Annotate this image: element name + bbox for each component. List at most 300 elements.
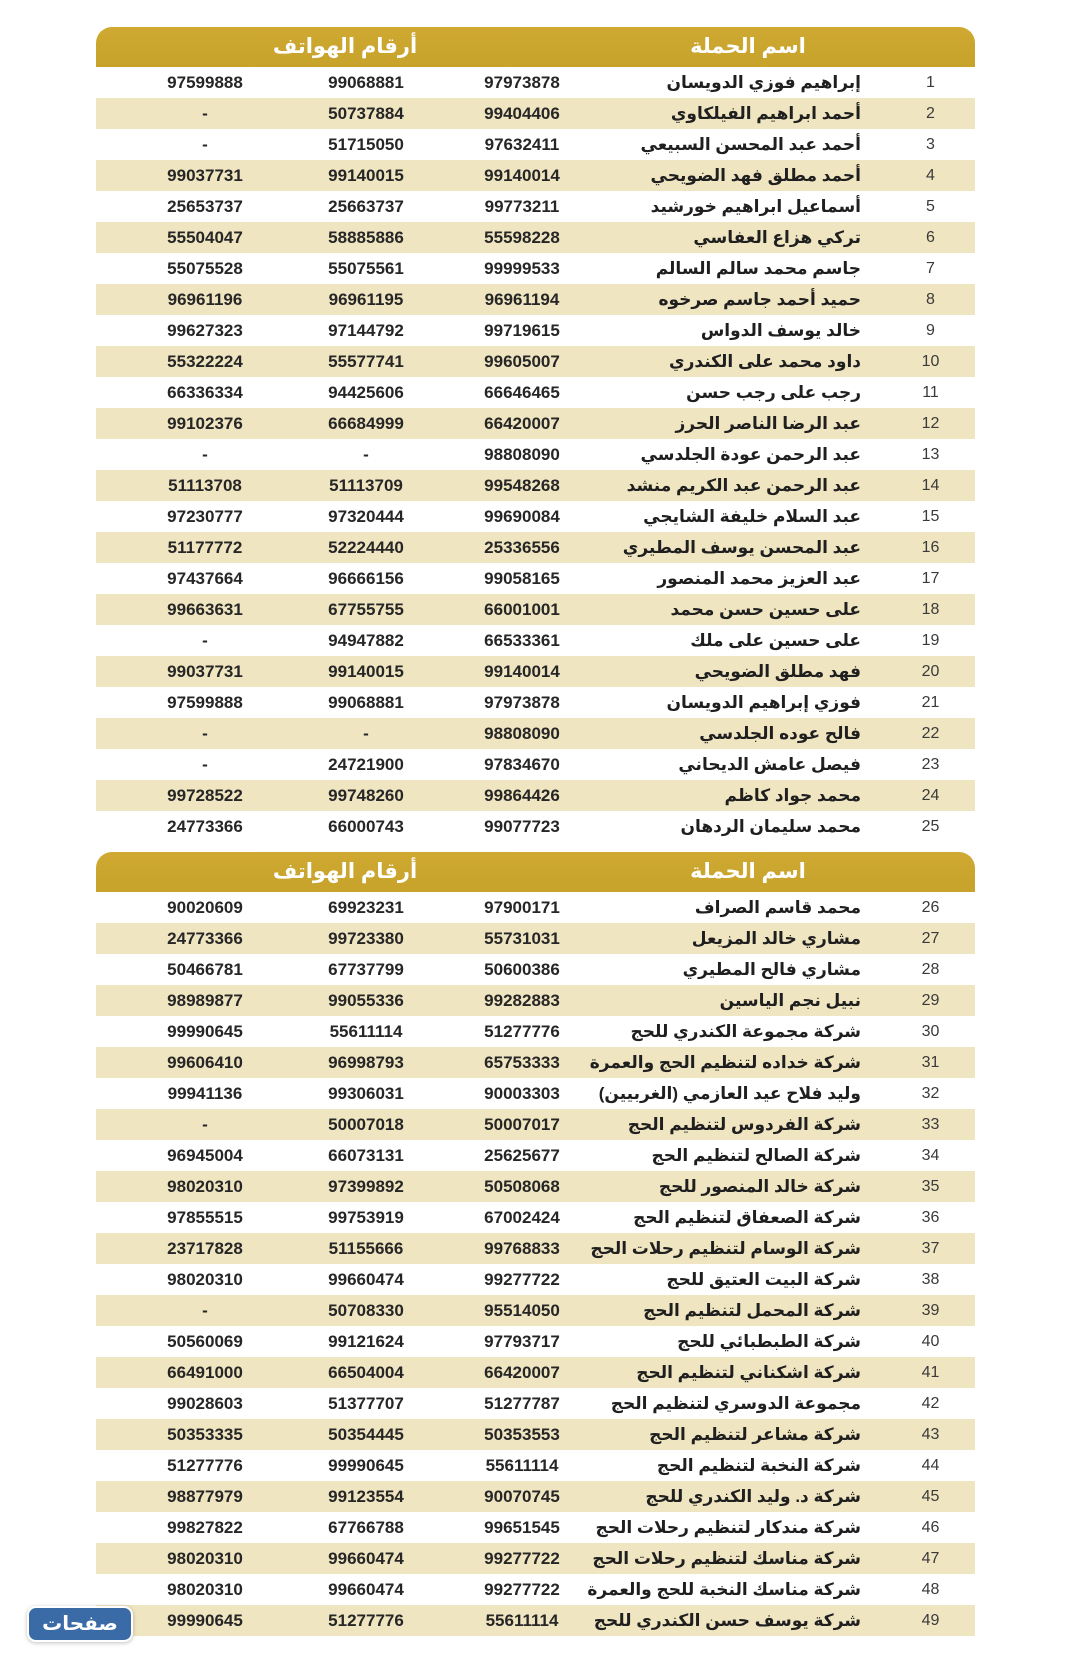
phone-number-right: 55611114 [485,1610,559,1630]
table-row [96,1264,975,1295]
phone-number-right: 25336556 [484,537,560,557]
phone-number-middle: 99723380 [328,928,404,948]
table-row [96,222,975,253]
campaign-name: عبد الرحمن عبد الكريم منشد [626,475,861,495]
section-2-rows [96,892,975,1636]
row-number: 9 [926,321,935,339]
campaign-name: أحمد ابراهيم الفيلكاوي [670,103,861,123]
table-row [96,594,975,625]
phone-number-right: 99140014 [484,165,560,185]
row-number: 47 [921,1549,940,1567]
row-number: 8 [926,290,935,308]
phone-number-left: 96961196 [167,289,243,309]
table-row [96,501,975,532]
row-number: 23 [921,755,940,773]
phone-number-left: 99827822 [167,1517,243,1537]
row-number: 15 [921,507,940,525]
phone-number-left: 99037731 [167,661,243,681]
phone-number-left: 55504047 [167,227,243,247]
campaign-name: حميد أحمد جاسم صرخوه [658,289,861,309]
phone-number-right: 99282883 [484,990,560,1010]
phone-number-middle: 51113709 [329,475,403,495]
campaign-name: شركة خداده لتنظيم الحج والعمرة [589,1052,861,1072]
phone-number-middle: 96666156 [328,568,404,588]
row-number: 5 [926,197,935,215]
phone-number-middle: 99055336 [328,990,404,1010]
phone-number-middle: 99123554 [328,1486,404,1506]
table-row [96,1419,975,1450]
phone-number-right: 97834670 [484,754,560,774]
phone-number-middle: 66684999 [328,413,404,433]
table-row [96,1233,975,1264]
campaign-name: شركة مناسك لتنظيم رحلات الحج [592,1548,861,1568]
section-2-header [96,852,975,892]
phone-number-left: 99990645 [167,1610,243,1630]
phone-number-middle: 51377707 [328,1393,404,1413]
phone-number-right: 50353553 [484,1424,560,1444]
phone-number-middle: 99660474 [328,1548,404,1568]
table-row [96,1605,975,1636]
phone-number-left: 23717828 [167,1238,243,1258]
row-number: 2 [926,104,935,122]
row-number: 29 [921,991,940,1009]
phone-number-middle: 99068881 [328,692,404,712]
campaign-name: عبد السلام خليفة الشايجي [643,506,861,526]
campaign-name: شركة د. وليد الكندري للحج [645,1486,861,1506]
campaign-name: شركة يوسف حسن الكندري للحج [593,1610,861,1630]
phone-number-right: 99999533 [484,258,560,278]
phone-number-left: 25653737 [167,196,243,216]
campaign-name: شركة الصعفاق لتنظيم الحج [633,1207,861,1227]
campaign-name: عبد الرضا الناصر الحرز [675,413,861,433]
table-row [96,1574,975,1605]
campaign-name-column-header: اسم الحملة [690,35,806,58]
campaign-name: نبيل نجم الياسين [719,990,861,1010]
phone-number-left: 51113708 [168,475,242,495]
campaign-name: شركة مندكار لتنظيم رحلات الحج [595,1517,861,1537]
table-row [96,129,975,160]
phones-column-header: أرقام الهواتف [272,860,418,883]
phone-number-right: 97900171 [484,897,560,917]
phone-number-middle: 50737884 [328,103,404,123]
phone-number-left: 66491000 [167,1362,243,1382]
campaign-name: وليد فلاح عيد العازمي (الغربيين) [598,1083,861,1103]
phone-number-left: - [202,444,208,464]
row-number: 6 [926,228,935,246]
phone-number-right: 97793717 [484,1331,560,1351]
safahat-watermark-logo: صفحات [27,1606,133,1642]
table-row [96,439,975,470]
phone-number-middle: 99753919 [328,1207,404,1227]
phone-number-left: 99028603 [167,1393,243,1413]
campaign-name: شركة خالد المنصور للحج [658,1176,861,1196]
phone-number-middle: 25663737 [328,196,404,216]
campaign-name: أحمد مطلق فهد الضويحي [650,165,861,185]
table-row [96,892,975,923]
phone-number-right: 25625677 [484,1145,560,1165]
phone-number-middle: 50007018 [328,1114,404,1134]
phone-number-left: 98020310 [167,1579,243,1599]
phone-number-right: 65753333 [484,1052,560,1072]
phone-number-right: 96961194 [484,289,560,309]
campaign-name: خالد يوسف الدواس [700,320,861,340]
table-row [96,656,975,687]
phone-number-middle: 99660474 [328,1579,404,1599]
table-section-2 [96,852,975,1636]
campaign-name: رجب على رجب حسن [686,382,861,402]
table-row [96,954,975,985]
row-number: 28 [921,960,940,978]
phone-number-middle: 99068881 [328,72,404,92]
campaign-name: شركة مشاعر لتنظيم الحج [649,1424,861,1444]
phone-number-middle: 51715050 [328,134,404,154]
table-row [96,985,975,1016]
phone-number-right: 99773211 [484,196,560,216]
phone-number-middle: 67737799 [328,959,404,979]
phone-number-left: 66336334 [167,382,243,402]
phone-number-right: 98808090 [484,444,560,464]
campaign-name: شركة الطبطبائي للحج [677,1331,861,1351]
campaign-name-column-header: اسم الحملة [690,860,806,883]
row-number: 32 [921,1084,940,1102]
phone-number-right: 95514050 [484,1300,560,1320]
table-row [96,1047,975,1078]
table-row [96,1481,975,1512]
phone-number-right: 51277776 [484,1021,560,1041]
phone-number-left: 96945004 [167,1145,243,1165]
phone-number-right: 66646465 [484,382,560,402]
row-number: 42 [921,1394,940,1412]
phone-number-right: 99690084 [484,506,560,526]
phone-number-middle: 51277776 [328,1610,404,1630]
phone-number-left: 99102376 [167,413,243,433]
phone-number-middle: 55075561 [328,258,404,278]
phone-number-left: 50560069 [167,1331,243,1351]
campaign-name: شركة الصالح لتنظيم الحج [651,1145,861,1165]
phone-number-left: 98989877 [167,990,243,1010]
table-row [96,532,975,563]
table-row [96,67,975,98]
phone-number-left: 98020310 [167,1176,243,1196]
campaign-name: شركة اشكناني لتنظيم الحج [636,1362,861,1382]
phone-number-left: - [202,1300,208,1320]
phone-number-middle: 97399892 [328,1176,404,1196]
phone-number-left: 97437664 [167,568,243,588]
phone-number-right: 90070745 [484,1486,560,1506]
table-row [96,749,975,780]
phone-number-right: 99719615 [484,320,560,340]
phone-number-right: 99548268 [484,475,560,495]
phone-number-middle: 99121624 [328,1331,404,1351]
table-row [96,253,975,284]
phone-number-right: 99140014 [484,661,560,681]
phone-number-right: 99277722 [484,1548,560,1568]
campaign-name: داود محمد على الكندري [669,351,861,371]
phone-number-right: 50508068 [484,1176,560,1196]
phone-number-middle: 99140015 [328,165,404,185]
phone-number-left: - [202,754,208,774]
row-number: 19 [921,631,940,649]
phone-number-middle: 94425606 [328,382,404,402]
row-number: 3 [926,135,935,153]
campaign-name: مشاري فالح المطيري [682,959,861,979]
phone-number-middle: 67755755 [328,599,404,619]
phone-number-left: 99728522 [167,785,243,805]
phone-number-left: 99941136 [167,1083,243,1103]
phone-number-right: 55731031 [484,928,560,948]
row-number: 36 [921,1208,940,1226]
row-number: 35 [921,1177,940,1195]
table-row [96,1295,975,1326]
phone-number-left: 51277776 [167,1455,243,1475]
phone-number-left: 51177772 [167,537,243,557]
phone-number-middle: 50354445 [328,1424,404,1444]
phone-number-right: 99864426 [484,785,560,805]
phone-number-left: 98020310 [167,1269,243,1289]
phone-number-left: 55075528 [167,258,243,278]
row-number: 33 [921,1115,940,1133]
phone-number-middle: - [363,723,369,743]
table-row [96,563,975,594]
table-row [96,1388,975,1419]
campaign-name: شركة مناسك النخبة للحج والعمرة [587,1579,861,1599]
campaign-name: شركة البيت العتيق للحج [666,1269,861,1289]
phone-number-right: 99058165 [484,568,560,588]
table-row [96,408,975,439]
row-number: 4 [926,166,935,184]
table-row [96,811,975,842]
table-row [96,315,975,346]
phone-number-right: 99277722 [484,1269,560,1289]
row-number: 39 [921,1301,940,1319]
phone-number-middle: 99140015 [328,661,404,681]
campaign-name: محمد سليمان الردهان [680,816,861,836]
table-row [96,1202,975,1233]
row-number: 7 [926,259,935,277]
row-number: 41 [921,1363,940,1381]
row-number: 30 [921,1022,940,1040]
row-number: 26 [921,898,940,916]
phone-number-middle: 66000743 [328,816,404,836]
table-row [96,780,975,811]
section-1-rows [96,67,975,842]
row-number: 45 [921,1487,940,1505]
campaign-name: فوزي إبراهيم الدويسان [666,692,861,712]
row-number: 10 [921,352,940,370]
campaign-name: إبراهيم فوزي الدويسان [666,72,861,92]
table-row [96,1016,975,1047]
table-row [96,1140,975,1171]
phone-number-left: 97855515 [167,1207,243,1227]
phone-number-left: 50466781 [167,959,243,979]
table-row [96,1109,975,1140]
table-row [96,346,975,377]
campaign-name: شركة النخبة لتنظيم الحج [656,1455,861,1475]
table-row [96,1078,975,1109]
row-number: 48 [921,1580,940,1598]
row-number: 31 [921,1053,940,1071]
phone-number-middle: 96998793 [328,1052,404,1072]
phone-number-middle: 66504004 [328,1362,404,1382]
phone-number-right: 99277722 [484,1579,560,1599]
row-number: 37 [921,1239,940,1257]
phone-number-right: 55611114 [485,1455,559,1475]
phone-number-right: 99404406 [484,103,560,123]
phone-number-right: 51277787 [484,1393,560,1413]
row-number: 18 [921,600,940,618]
row-number: 14 [921,476,940,494]
phone-number-middle: 99306031 [328,1083,404,1103]
row-number: 12 [921,414,940,432]
table-row [96,1357,975,1388]
table-row [96,284,975,315]
row-number: 44 [921,1456,940,1474]
phone-number-left: 24773366 [167,928,243,948]
row-number: 22 [921,724,940,742]
row-number: 11 [922,383,939,401]
row-number: 43 [921,1425,940,1443]
phone-number-right: 67002424 [484,1207,560,1227]
phone-number-left: 99990645 [167,1021,243,1041]
section-1-header [96,27,975,67]
phone-number-left: 97599888 [167,692,243,712]
campaign-name: تركي هزاع العفاسي [693,227,861,247]
phone-number-middle: 67766788 [328,1517,404,1537]
table-row [96,470,975,501]
phone-number-right: 99651545 [484,1517,560,1537]
phone-number-right: 99077723 [484,816,560,836]
row-number: 34 [921,1146,940,1164]
row-number: 16 [921,538,940,556]
phone-number-middle: 50708330 [328,1300,404,1320]
table-row [96,687,975,718]
row-number: 17 [921,569,940,587]
table-row [96,1171,975,1202]
phone-number-right: 97973878 [484,72,560,92]
phone-number-middle: 97320444 [328,506,404,526]
campaign-name: فهد مطلق الضويحي [694,661,861,681]
table-row [96,718,975,749]
row-number: 24 [921,786,940,804]
phone-number-left: 98020310 [167,1548,243,1568]
row-number: 1 [926,73,935,91]
phone-number-left: - [202,723,208,743]
phone-number-middle: 69923231 [328,897,404,917]
campaign-name: شركة مجموعة الكندري للحج [630,1021,861,1041]
campaign-name: أسماعيل ابراهيم خورشيد [650,196,861,216]
campaign-name: عبد العزيز محمد المنصور [657,568,861,588]
phone-number-middle: 58885886 [328,227,404,247]
table-row [96,377,975,408]
phone-number-left: - [202,630,208,650]
campaign-name: جاسم محمد سالم السالم [655,258,861,278]
campaign-name: شركة المحمل لتنظيم الحج [643,1300,861,1320]
campaign-name: على حسين على ملك [690,630,861,650]
campaign-name: على حسين حسن محمد [670,599,861,619]
table-row [96,160,975,191]
phone-number-left: 55322224 [167,351,243,371]
phone-number-middle: 66073131 [328,1145,404,1165]
table-row [96,923,975,954]
phone-number-right: 90003303 [484,1083,560,1103]
phone-number-right: 50007017 [484,1114,560,1134]
phone-number-left: 99606410 [167,1052,243,1072]
phone-number-right: 66420007 [484,413,560,433]
phone-number-middle: 97144792 [328,320,404,340]
phone-number-left: 90020609 [167,897,243,917]
row-number: 49 [921,1611,940,1629]
row-number: 20 [921,662,940,680]
phone-number-middle: 99990645 [328,1455,404,1475]
table-row [96,1512,975,1543]
phone-number-right: 66420007 [484,1362,560,1382]
phones-column-header: أرقام الهواتف [272,35,418,58]
phone-number-left: 97599888 [167,72,243,92]
phone-number-right: 97973878 [484,692,560,712]
row-number: 13 [921,445,940,463]
table-row [96,1326,975,1357]
campaign-name: شركة الفردوس لتنظيم الحج [627,1114,861,1134]
campaign-name: مجموعة الدوسري لتنظيم الحج [610,1393,861,1413]
phone-number-middle: 51155666 [328,1238,404,1258]
table-row [96,625,975,656]
phone-number-middle: 55577741 [328,351,404,371]
campaign-name: فالح عوده الجلدسي [699,723,861,743]
row-number: 21 [921,693,940,711]
row-number: 38 [921,1270,940,1288]
phone-number-right: 66001001 [484,599,560,619]
phone-number-middle: 55611114 [329,1021,403,1041]
phone-number-middle: 99660474 [328,1269,404,1289]
campaign-name: عبد المحسن يوسف المطيري [622,537,861,557]
phone-number-left: 97230777 [167,506,243,526]
phone-number-left: - [202,1114,208,1134]
row-number: 25 [921,817,940,835]
campaign-name: مشاري خالد المزيعل [691,928,861,948]
phone-number-left: 50353335 [167,1424,243,1444]
campaign-name: أحمد عبد المحسن السبيعي [640,134,861,154]
phone-number-middle: 94947882 [328,630,404,650]
phone-number-middle: - [363,444,369,464]
phone-number-left: 99627323 [167,320,243,340]
phone-number-middle: 99748260 [328,785,404,805]
phone-number-right: 99605007 [484,351,560,371]
phone-number-right: 66533361 [484,630,560,650]
campaign-name: محمد جواد كاظم [724,785,861,805]
phone-number-right: 97632411 [484,134,560,154]
table-row [96,98,975,129]
phone-number-left: - [202,103,208,123]
table-row [96,1543,975,1574]
phone-number-right: 55598228 [484,227,560,247]
phone-number-left: 24773366 [167,816,243,836]
row-number: 46 [921,1518,940,1536]
row-number: 40 [921,1332,940,1350]
phone-number-middle: 24721900 [328,754,404,774]
campaign-name: شركة الوسام لتنظيم رحلات الحج [590,1238,861,1258]
table-section-1 [96,27,975,842]
phone-number-right: 99768833 [484,1238,560,1258]
table-row [96,191,975,222]
phone-number-right: 50600386 [484,959,560,979]
phone-number-right: 98808090 [484,723,560,743]
row-number: 27 [921,929,940,947]
phone-number-middle: 96961195 [328,289,404,309]
campaign-phone-table [96,27,975,1636]
phone-number-left: - [202,134,208,154]
phone-number-left: 99037731 [167,165,243,185]
phone-number-middle: 52224440 [328,537,404,557]
